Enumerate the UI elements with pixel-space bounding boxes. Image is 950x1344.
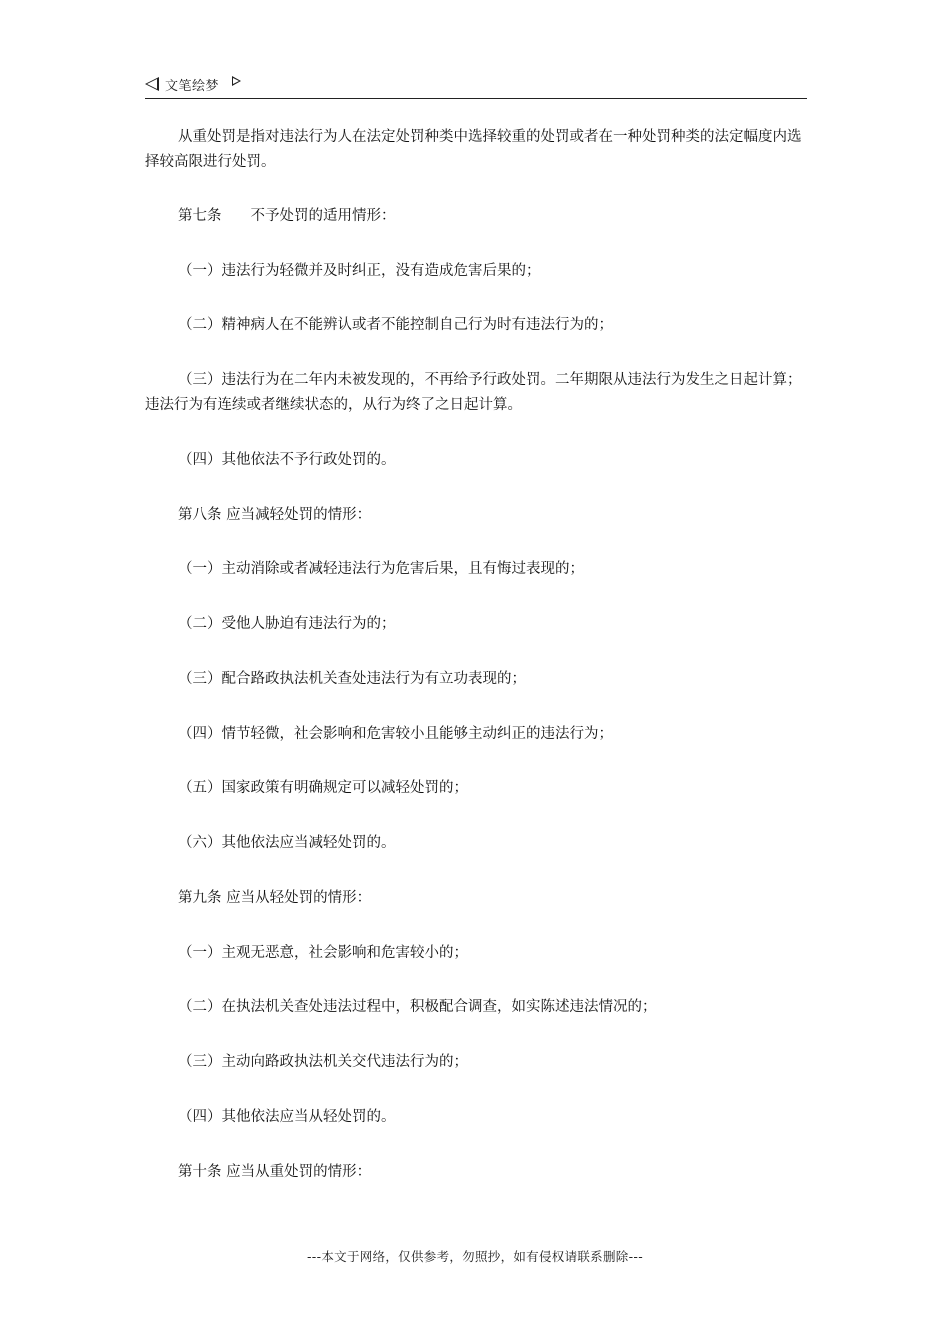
article-heading: 第九条 应当从轻处罚的情形： — [178, 890, 372, 906]
article-heading: 第八条 应当减轻处罚的情形： — [178, 507, 372, 523]
page-header — [145, 74, 807, 99]
header-brand: 文笔绘梦 — [165, 79, 220, 94]
paragraph: （四）其他依法不予行政处罚的。 — [178, 452, 396, 468]
paragraph: （三）违法行为在二年内未被发现的，不再给予行政处罚。二年期限从违法行为发生之日起计算；违法行为有连续或者继续状态的，从行为终了之日起计算。 — [145, 372, 802, 413]
page-footer: ---本文于网络，仅供参考，勿照抄，如有侵权请联系删除--- — [306, 1249, 644, 1264]
paragraph: （一）主观无恶意，社会影响和危害较小的； — [178, 945, 468, 961]
paragraph: （六）其他依法应当减轻处罚的。 — [178, 835, 396, 851]
paragraph: （四）其他依法应当从轻处罚的。 — [178, 1109, 396, 1125]
paragraph: （二）在执法机关查处违法过程中，积极配合调查，如实陈述违法情况的； — [178, 999, 657, 1015]
paragraph: （四）情节轻微，社会影响和危害较小且能够主动纠正的违法行为； — [178, 726, 613, 742]
paragraph: （三）主动向路政执法机关交代违法行为的； — [178, 1054, 468, 1070]
paragraph: 从重处罚是指对违法行为人在法定处罚种类中选择较重的处罚或者在一种处罚种类的法定幅度内选择较高限进行处罚。 — [145, 129, 802, 170]
triangle-left-icon — [145, 77, 159, 91]
paragraph: （五）国家政策有明确规定可以减轻处罚的； — [178, 780, 468, 796]
paragraph: （二）受他人胁迫有违法行为的； — [178, 616, 396, 632]
article-heading: 第十条 应当从重处罚的情形： — [178, 1164, 372, 1180]
paragraph: （二）精神病人在不能辨认或者不能控制自己行为时有违法行为的； — [178, 317, 613, 333]
paragraph: （一）主动消除或者减轻违法行为危害后果，且有悔过表现的； — [178, 561, 584, 577]
triangle-right-icon — [232, 76, 241, 86]
article-heading: 第七条 不予处罚的适用情形： — [178, 208, 396, 224]
paragraph: （一）违法行为轻微并及时纠正，没有造成危害后果的； — [178, 263, 541, 279]
paragraph: （三）配合路政执法机关查处违法行为有立功表现的； — [178, 671, 526, 687]
